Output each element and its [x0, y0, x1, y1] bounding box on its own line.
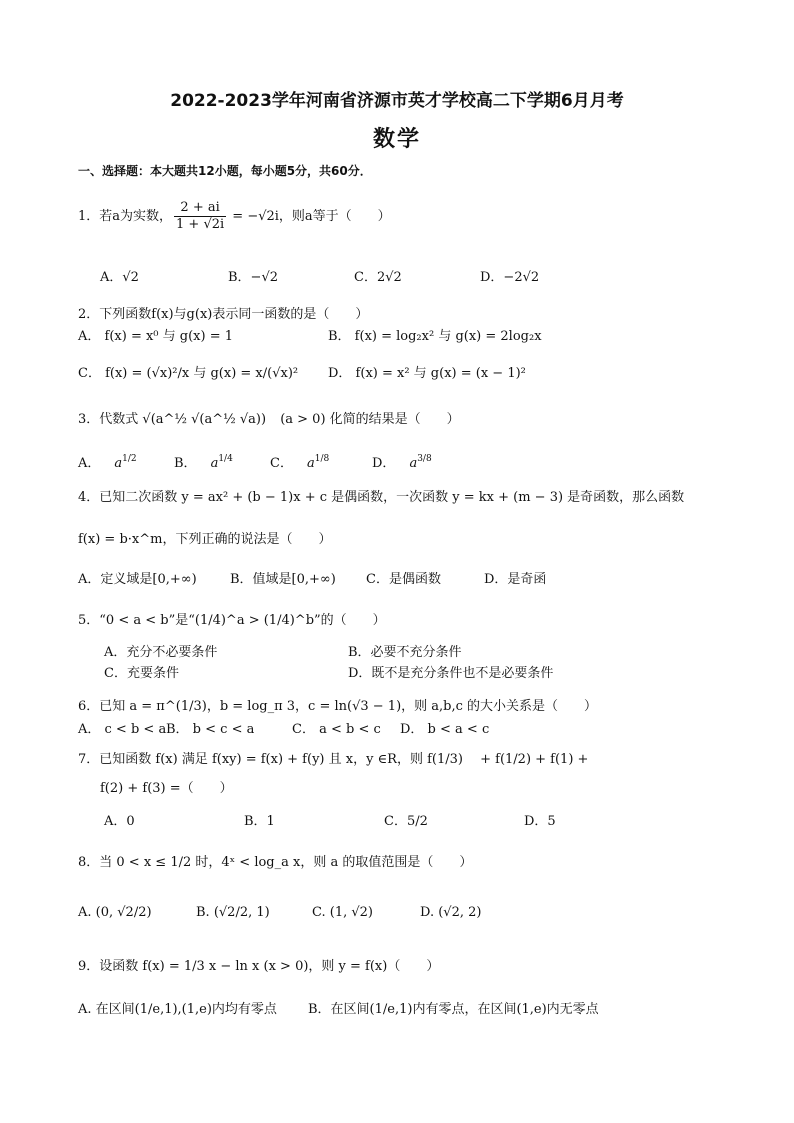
q7-option-b[interactable]: B．1 — [244, 814, 275, 829]
q8-option-d[interactable]: D. (√2, 2) — [420, 905, 482, 920]
q6-option-a[interactable]: A． c < b < a — [78, 722, 167, 737]
q8-option-b[interactable]: B. (√2/2, 1) — [196, 905, 270, 920]
q3-condition: (a > 0) — [280, 412, 326, 427]
exam-subject: 数学 — [372, 127, 421, 152]
q7-line-2: f(2) + f(3) =（ ） — [100, 781, 233, 796]
q3-option-d[interactable]: D． $a^{3/8}$ — [372, 454, 432, 471]
q4-option-b[interactable]: B．值域是[0,+∞) — [230, 572, 336, 587]
q3-radical: √(a^½ √(a^½ √a)) — [142, 412, 267, 427]
q5-option-a[interactable]: A．充分不必要条件 — [104, 645, 218, 660]
q6-option-d[interactable]: D． b < a < c — [400, 722, 490, 737]
q3-option-b[interactable]: B． $a^{1/4}$ — [174, 454, 233, 471]
q2-option-d[interactable]: D． f(x) = x² 与 g(x) = (x − 1)² — [328, 366, 526, 381]
q7-option-a[interactable]: A．0 — [104, 814, 135, 829]
q8-option-a[interactable]: A. (0, √2/2) — [78, 905, 152, 920]
q4-option-d[interactable]: D．是奇函 — [484, 572, 547, 587]
q5-option-d[interactable]: D．既不是充分条件也不是必要条件 — [348, 666, 554, 681]
q3-stem: 3．代数式 √(a^½ √(a^½ √a)) (a > 0) 化简的结果是（ ） — [78, 412, 460, 427]
q3-option-a[interactable]: A． $a^{1/2}$ — [78, 454, 137, 471]
q7-option-c[interactable]: C．5/2 — [384, 814, 428, 829]
q4-line-1: 4．已知二次函数 y = ax² + (b − 1)x + c 是偶函数，一次函数 y = kx + (m − 3) 是奇函数，那么函数 — [78, 490, 685, 505]
q1-stem: 1．若a为实数， $\frac{2 + ai}{1 + √2i}$ = −√2i，则a等于（ ） — [78, 200, 391, 232]
q9-option-a[interactable]: A. 在区间(1/e,1),(1,e)内均有零点 — [78, 1002, 277, 1017]
q1-option-c[interactable]: C．2√2 — [354, 270, 402, 285]
q5-stem: 5．“0 < a < b”是“(1/4)^a > (1/4)^b”的（ ） — [78, 613, 386, 628]
q1-fraction: $\frac{2 + ai}{1 + √2i}$ — [176, 200, 225, 232]
q9-stem: 9．设函数 f(x) = 1/3 x − ln x (x > 0)，则 y = f(x)（ ） — [78, 959, 440, 974]
q2-option-b[interactable]: B． f(x) = log₂x² 与 g(x) = 2log₂x — [328, 329, 542, 344]
q5-option-b[interactable]: B．必要不充分条件 — [348, 645, 462, 660]
q1-option-a[interactable]: A．√2 — [100, 270, 139, 285]
q8-option-c[interactable]: C. (1, √2) — [312, 905, 373, 920]
q4-option-a[interactable]: A．定义域是[0,+∞) — [78, 572, 197, 587]
q6-option-b[interactable]: B． b < c < a — [166, 722, 255, 737]
q5-option-c[interactable]: C．充要条件 — [104, 666, 179, 681]
q7-option-d[interactable]: D．5 — [524, 814, 556, 829]
q2-stem: 2．下列函数f(x)与g(x)表示同一函数的是（ ） — [78, 307, 369, 322]
q2-option-a[interactable]: A． f(x) = x⁰ 与 g(x) = 1 — [78, 329, 233, 344]
q6-option-c[interactable]: C． a < b < c — [292, 722, 381, 737]
q1-option-d[interactable]: D．−2√2 — [480, 270, 540, 285]
section-heading: 一、选择题：本大题共12小题，每小题5分，共60分． — [78, 164, 372, 178]
q4-line-2: f(x) = b·x^m，下列正确的说法是（ ） — [78, 532, 332, 547]
q3-option-c[interactable]: C． $a^{1/8}$ — [270, 454, 330, 471]
exam-title: 2022-2023学年河南省济源市英才学校高二下学期6月月考 — [170, 91, 624, 111]
q7-line-1: 7．已知函数 f(x) 满足 f(xy) = f(x) + f(y) 且 x，y ∈R，则 f(1/3) + f(1/2) + f(1) + — [78, 752, 589, 767]
q2-option-c[interactable]: C． f(x) = (√x)²/x 与 g(x) = x/(√x)² — [78, 366, 299, 381]
q1-option-b[interactable]: B．−√2 — [228, 270, 279, 285]
q8-stem: 8．当 0 < x ≤ 1/2 时，4ˣ < log_a x，则 a 的取值范围是（ ） — [78, 855, 473, 870]
q9-option-b[interactable]: B．在区间(1/e,1)内有零点，在区间(1,e)内无零点 — [308, 1002, 599, 1017]
q4-option-c[interactable]: C．是偶函数 — [366, 572, 441, 587]
q6-stem: 6．已知 a = π^(1/3)，b = log_π 3，c = ln(√3 − 1)，则 a,b,c 的大小关系是（ ） — [78, 699, 598, 714]
